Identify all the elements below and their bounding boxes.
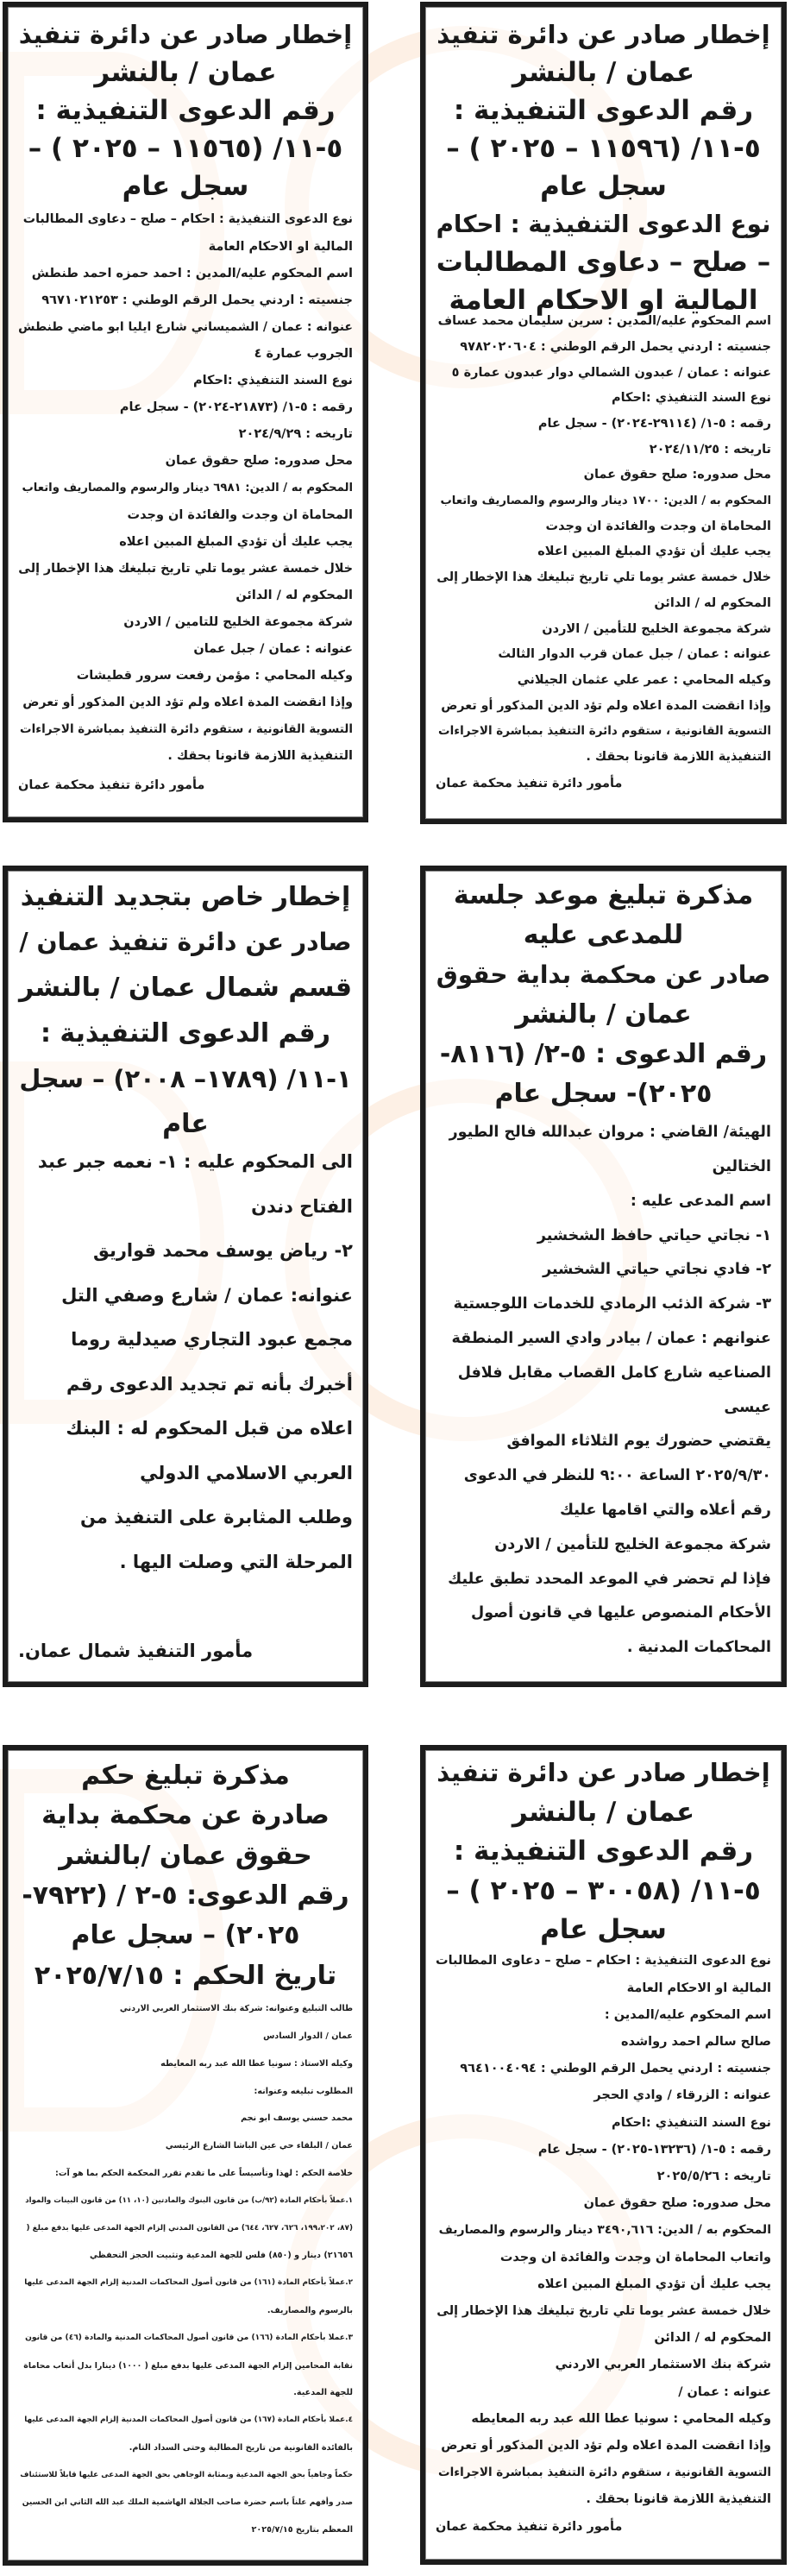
notice-body-line: اسم المدعى عليه :	[630, 1192, 771, 1210]
notice-body-line: جنسيته : اردني يحمل الرقم الوطني : ٩٦٤١٠٠٤٠٩٤	[460, 2062, 771, 2076]
notice-hearing-8116	[420, 866, 787, 1687]
notice-body-line: صدر وأفهم علناً باسم حضرة صاحب الجلالة الهاشمية الملك عبد الله الثاني ابن الحسين	[22, 2497, 353, 2507]
notice-body-line: عمان / الدوار السادس	[263, 2031, 353, 2041]
notice-body-line: عنوانه : عمان / جبل عمان	[193, 642, 353, 657]
notice-body-line: فإذا لم تحضر في الموعد المحدد تطبق عليك	[448, 1570, 771, 1588]
notice-body-line: واتعاب المحاماة ان وجدت والفائدة ان وجدت	[499, 2250, 771, 2264]
notice-body-line: نوع الدعوى التنفيذية : احكام – صلح – دعاوى المطالبات	[436, 1954, 771, 1968]
notice-body-line: المحاكمات المدنية .	[626, 1639, 771, 1657]
notice-body-line: التنفيذية اللازمة قانونا بحقك .	[586, 2492, 771, 2507]
notice-body-line: شركة بنك الاستثمار العربي الاردني	[555, 2358, 771, 2372]
notice-body-line: عمان / البلقاء حي عين الباشا الشارع الرئيسي	[165, 2141, 353, 2151]
notice-title-line: عمان / بالنشر	[94, 57, 277, 88]
notice-body-line: رقمه : ٥-١/ (١٣٢٣٦-٢٠٢٥) - سجل عام	[537, 2142, 771, 2157]
notice-body-line: المالية او الاحكام العامة	[208, 239, 353, 254]
notice-body-line: خلال خمسة عشر يوما تلي تاريخ تبليغك هذا الإخطار إلى	[436, 2304, 771, 2318]
notice-body-line: محل صدوره: صلح حقوق عمان	[583, 2196, 771, 2211]
notice-title-line: المالية او الاحكام العامة	[449, 285, 758, 316]
notice-body-line: الصناعيه شارع كامل القصاب مقابل فلافل	[457, 1364, 771, 1382]
notice-body-line: تاريخه : ٢٠٢٥/٥/٢٦	[656, 2170, 771, 2183]
notice-title-line: ٥-١١/ (١١٥٩٦ – ٢٠٢٥ ) –	[446, 133, 761, 164]
notice-judgment-7922	[3, 1745, 368, 2566]
notice-title-line: ٥-١١/ (١١٥٦٥ – ٢٠٢٥ ) –	[28, 133, 343, 164]
notice-body-line: جنسيته : اردني يحمل الرقم الوطني : ٩٦٧١٠٢١٢٥٣	[41, 293, 353, 307]
notice-body-line: جنسيته : اردني يحمل الرقم الوطني : ٩٧٨٢٠٢٠٦٠٤	[460, 339, 771, 354]
notice-body-line: يجب عليك أن تؤدي المبلغ المبين اعلاه	[119, 534, 353, 549]
notice-body-line: وكيله الاستاذ : سونيا عطا الله عبد ربه المعايطه	[160, 2058, 353, 2069]
notice-body-line: ١- نجاتي حياتي حافظ الشخشير	[537, 1226, 771, 1244]
notice-body-line: رقمه : ٥-١/ (٢٩١١٤-٢٠٢٤) - سجل عام	[537, 416, 771, 431]
notice-body-line: شركة مجموعة الخليج للتأمين / الاردن	[542, 621, 771, 636]
notice-body-line: الختالين	[712, 1157, 771, 1175]
notice-body-line: يجب عليك أن تؤدي المبلغ المبين اعلاه	[537, 2277, 771, 2291]
notice-signature: مأمور دائرة تنفيذ محكمة عمان	[18, 778, 205, 792]
notice-title-line: إخطار صادر عن دائرة تنفيذ	[18, 20, 353, 49]
notice-body-line: المرحلة التي وصلت اليها .	[119, 1551, 353, 1572]
notice-body-line: شركة مجموعة الخليج للتأمين / الاردن	[494, 1535, 771, 1553]
notice-body-line: بالفائدة القانونية من تاريخ المطالبة وحتى السداد التام.	[129, 2442, 353, 2453]
notice-body-line: وإذا انقضت المدة اعلاه ولم تؤد الدين المذكور أو تعرض	[441, 698, 771, 713]
notice-body-line: خلاصة الحكم : لهذا وتأسيساً على ما تقدم تقرر المحكمة الحكم بما هو آت:	[55, 2168, 353, 2178]
notice-body-line: تاريخه : ٢٠٢٤/١١/٢٥	[649, 442, 771, 457]
notice-body-line: الهيئة/ القاضي : مروان عبدالله فالح الطيور	[449, 1124, 771, 1142]
notice-body-line: حكماً وجاهياً بحق الجهة المدعية وبمثابة الوجاهي بحق الجهة المدعى عليها قابلاً للاستئناف	[20, 2470, 353, 2479]
notice-body-line: التسوية القانونية ، ستقوم دائرة التنفيذ بمباشرة الاجراءات	[438, 724, 771, 739]
notice-title-line: ٥-١١/ (٣٠٠٥٨ – ٢٠٢٥ ) –	[446, 1874, 761, 1906]
notice-body-line: نوع السند التنفيذي :احكام	[611, 2115, 771, 2130]
notice-body-line: ٣- شركة الذئب الرمادي للخدمات اللوجستية	[453, 1295, 771, 1313]
notice-body-line: رقمه : ٥-١/ (٢١٨٧٣-٢٠٢٤) - سجل عام	[119, 400, 353, 415]
notice-body-line: التسوية القانونية ، ستقوم دائرة التنفيذ بمباشرة الاجراءات	[20, 722, 353, 737]
notice-execution-11565	[3, 2, 368, 822]
notice-body-line: التسوية القانونية ، ستقوم دائرة التنفيذ بمباشرة الاجراءات	[438, 2466, 771, 2480]
notice-body-line: وكيله المحامي : عمر علي عثمان الجيلاني	[517, 672, 771, 687]
notice-body-line: خلال خمسة عشر يوما تلي تاريخ تبليغك هذا الإخطار إلى	[18, 561, 353, 576]
notice-title-line: رقم الدعوى التنفيذية :	[35, 95, 336, 126]
notice-body-line: بالرسوم والمصاريف.	[267, 2305, 353, 2315]
notice-body-line: عنوانه : الزرقاء / وادي الحجر	[593, 2088, 771, 2103]
notice-body-line: محمد حسني يوسف ابو نجم	[241, 2113, 353, 2124]
notice-title-line: سجل عام	[122, 171, 249, 202]
notice-body-line: يقتضي حضورك يوم الثلاثاء الموافق	[506, 1433, 771, 1451]
notice-body-line: للجهة المدعية.	[293, 2388, 353, 2398]
notice-title-line: رقم الدعوى: ٥-٢ / (٧٩٢٢-	[22, 1880, 349, 1911]
notice-body-line: اعلاه من قبل المحكوم له : البنك	[66, 1418, 353, 1439]
notice-body-line: ٣.عملا بأحكام المادة (١٦٦) من قانون أصول المحاكمات المدنية والمادة (٤٦) من قانون	[25, 2333, 353, 2342]
notice-body-line: الأحكام المنصوص عليها في قانون أصول	[471, 1604, 771, 1622]
notice-body-line: ٢- رياض يوسف محمد قواريق	[93, 1240, 353, 1262]
notice-body-line: ٢٠٢٥/٩/٣٠ الساعة ٩:٠٠ للنظر في الدعوى	[463, 1467, 771, 1485]
notice-body-line: مجمع عبود التجاري صيدلية روما	[71, 1329, 353, 1351]
notice-title-line: سجل عام	[540, 1914, 667, 1946]
notice-title-line: عمان / بالنشر	[512, 57, 695, 88]
notice-body-line: المحكوم له / الدائن	[654, 2331, 771, 2346]
notice-body-line: التنفيذية اللازمة قانونا بحقك .	[586, 750, 771, 765]
notice-body-line: وكيله المحامي : مؤمن رفعت سرور قطيشات	[76, 669, 353, 683]
notice-body-line: تاريخه : ٢٠٢٤/٩/٢٩	[238, 427, 353, 442]
notice-body-line: وإذا انقضت المدة اعلاه ولم تؤد الدين المذكور أو تعرض	[441, 2439, 771, 2453]
notice-title-line: مذكرة تبليغ موعد جلسة	[453, 880, 754, 910]
notice-body-line: صالح سالم احمد رواشده	[620, 2035, 771, 2049]
notice-title-line: قسم شمال عمان / بالنشر	[18, 972, 353, 1003]
notice-body-line: عنوانه : عمان /	[678, 2384, 771, 2399]
notice-body-line: المحكوم له / الدائن	[654, 595, 771, 610]
notice-body-line: ٢.عملاً بأحكام المادة (١٦١) من قانون أصول المحاكمات المدنية إلزام الجهة المدعى عليها	[24, 2278, 353, 2288]
notice-body-line: عنوانه : عمان / عبدون الشمالي دوار عبدون عمارة ٥	[451, 365, 771, 380]
notice-body-line: المطلوب تبليغه وعنوانه:	[254, 2086, 353, 2096]
notice-title-line: رقم الدعوى : ٥-٢/ (٨١١٦-	[439, 1039, 768, 1069]
notice-title-line: عمان / بالنشر	[512, 1796, 695, 1828]
notice-body-line: الى المحكوم عليه : ١- نعمه جبر عبد	[37, 1151, 353, 1173]
notice-body-line: اسم المحكوم عليه/المدين : سرين سليمان محمد عساف	[437, 314, 771, 329]
notice-title-line: حقوق عمان /بالنشر	[59, 1840, 312, 1871]
notice-title-line: صادرة عن محكمة بداية	[41, 1800, 330, 1831]
notice-body-line: ٤.عملا بأحكام المادة (١٦٧) من قانون أصول المحاكمات المدنية إلزام الجهة المدعى عليها	[24, 2415, 353, 2425]
notice-body-line: عنوانهم : عمان / بيادر وادي السير المنطقة	[451, 1329, 771, 1347]
notice-body-line: وإذا انقضت المدة اعلاه ولم تؤد الدين المذكور أو تعرض	[22, 696, 353, 710]
notice-body-line: المحكوم به / الدين: ٦٩٨١ دينار والرسوم والمصاريف واتعاب	[22, 482, 353, 495]
notice-title-line: مذكرة تبليغ حكم	[81, 1760, 290, 1791]
notice-body-line: المحكوم به / الدين: ٣٤٩٠,٦١٦ دينار والرسوم والمصاريف	[438, 2223, 771, 2238]
notice-title-line: رقم الدعوى التنفيذية :	[453, 1836, 754, 1867]
notice-body-line: شركة مجموعة الخليج للتامين / الاردن	[123, 614, 353, 629]
notice-body-line: التنفيذية اللازمة قانونا بحقك .	[167, 749, 353, 764]
notice-body-line: عنوانه: عمان / شارع وصفي التل	[61, 1284, 353, 1306]
notice-body-line: الجروب عمارة ٤	[254, 346, 353, 361]
notice-body-line: المالية او الاحكام العامة	[626, 1981, 771, 1995]
notice-body-line: وكيله المحامي : سونيا عطا الله عبد ربه المعايطه	[471, 2411, 771, 2426]
notice-body-line: المحاماة ان وجدت والفائدة ان وجدت	[545, 519, 771, 533]
notice-body-line: عنوانه : عمان / جبل عمان قرب الدوار الثالث	[498, 647, 771, 662]
notice-body-line: محل صدوره: صلح حقوق عمان	[165, 454, 353, 469]
notice-body-line: ٢- فادي نجاتي حياتي الشخشير	[543, 1261, 771, 1279]
notice-title-line: صادر عن محكمة بداية حقوق	[436, 960, 771, 989]
notice-title-line: للمدعى عليه	[523, 920, 684, 950]
notice-title-line: سجل عام	[540, 171, 667, 202]
notice-body-line: الفتاح دندن	[251, 1195, 353, 1217]
notice-body-line: نقابة المحامين إلزام الجهة المدعى عليها بدفع مبلغ ( ١٠٠٠) دينارا بدل أتعاب محاماة	[23, 2360, 353, 2371]
notice-body-line: رقم أعلاه والتي اقامها عليك	[559, 1501, 771, 1519]
notice-title-line: عمان / بالنشر	[515, 999, 692, 1030]
notice-title-line: نوع الدعوى التنفيذية : احكام	[436, 210, 771, 238]
notice-signature: مأمور التنفيذ شمال عمان.	[18, 1641, 254, 1661]
notice-body-line: ١.عملاً بأحكام المادة (٩٢/ب) من قانون البنوك والمادتين (١٠، ١١) من قانون البينات والمواد	[25, 2195, 353, 2205]
notice-body-line: المحكوم له / الدائن	[235, 588, 353, 602]
notice-title-line: إخطار خاص بتجديد التنفيذ	[20, 881, 351, 912]
notice-signature: مأمور دائرة تنفيذ محكمة عمان	[436, 2520, 623, 2534]
notice-title-line: إخطار صادر عن دائرة تنفيذ	[436, 1758, 770, 1788]
notice-title-line: صادر عن دائرة تنفيذ عمان /	[19, 928, 352, 957]
notice-execution-11596	[420, 2, 787, 824]
notice-title-line: ١-١١/ (١٧٨٩– ٢٠٠٨) – سجل	[19, 1064, 352, 1094]
notice-body-line: ٢١٦٥٦) دينار و (٨٥٠) فلس للجهة المدعية وتثبيت الحجز التحفظي	[90, 2251, 353, 2261]
notice-body-line: يجب عليك أن تؤدي المبلغ المبين اعلاه	[537, 545, 771, 559]
notice-signature: مأمور دائرة تنفيذ محكمة عمان	[436, 777, 623, 790]
notice-body-line: عنوانه : عمان / الشميساني شارع ايليا ابو ماضي طنطش	[18, 319, 353, 334]
notice-body-line: طالب التبليغ وعنوانه: شركة بنك الاستثمار العربي الاردني	[119, 2004, 353, 2014]
notice-execution-30058	[420, 1745, 787, 2565]
notice-body-line: نوع السند التنفيذي :احكام	[611, 391, 771, 406]
notice-body-line: العربي الاسلامي الدولي	[140, 1462, 353, 1483]
notice-title-line: – صلح – دعاوى المطالبات	[436, 247, 771, 278]
notice-title-line: ٢٠٢٥) – سجل عام	[71, 1920, 300, 1951]
notice-body-line: وطلب المثابرة على التنفيذ من	[80, 1507, 353, 1528]
notice-body-line: أخبرك بأنه تم تجديد الدعوى رقم	[66, 1373, 353, 1395]
notice-body-line: خلال خمسة عشر يوما تلي تاريخ تبليغك هذا الإخطار إلى	[436, 570, 771, 585]
notice-body-line: محل صدوره: صلح حقوق عمان	[583, 468, 771, 482]
notice-body-line: المحاماة ان وجدت والفائدة ان وجدت	[127, 507, 353, 522]
notice-body-line: المحكوم به / الدين: ١٧٠٠ دينار والرسوم والمصاريف واتعاب	[440, 494, 771, 508]
notice-body-line: (٨٧، ١٩٩،٢٠٢، ٦٢٦، ٦٢٧، ٦٤٤) من القانون المدني إلزام الجهة المدعى عليها بدفع مبلغ (	[26, 2223, 353, 2233]
notice-title-line: عام	[162, 1108, 209, 1139]
notice-title-line: ٢٠٢٥)- سجل عام	[494, 1079, 713, 1109]
notice-body-line: اسم المحكوم عليه/المدين : احمد حمزه احمد طنطش	[31, 266, 353, 280]
notice-title-line: إخطار صادر عن دائرة تنفيذ	[436, 20, 770, 49]
notice-body-line: عيسى	[724, 1398, 771, 1416]
notice-title-line: رقم الدعوى التنفيذية :	[453, 95, 754, 126]
notice-title-line: رقم الدعوى التنفيذية :	[40, 1017, 331, 1049]
notice-title-line: تاريخ الحكم : ٢٠٢٥/٧/١٥	[34, 1960, 337, 1991]
notice-renewal-1789	[3, 866, 368, 1687]
notice-body-line: نوع السند التنفيذي :احكام	[192, 374, 353, 388]
notice-body-line: نوع الدعوى التنفيذية : احكام – صلح – دعاوى المطالبات	[22, 212, 353, 227]
notice-body-line: المعظم بتاريخ ٢٠٢٥/٧/١٥	[251, 2525, 353, 2535]
notice-body-line: اسم المحكوم عليه/المدين :	[604, 2007, 771, 2022]
